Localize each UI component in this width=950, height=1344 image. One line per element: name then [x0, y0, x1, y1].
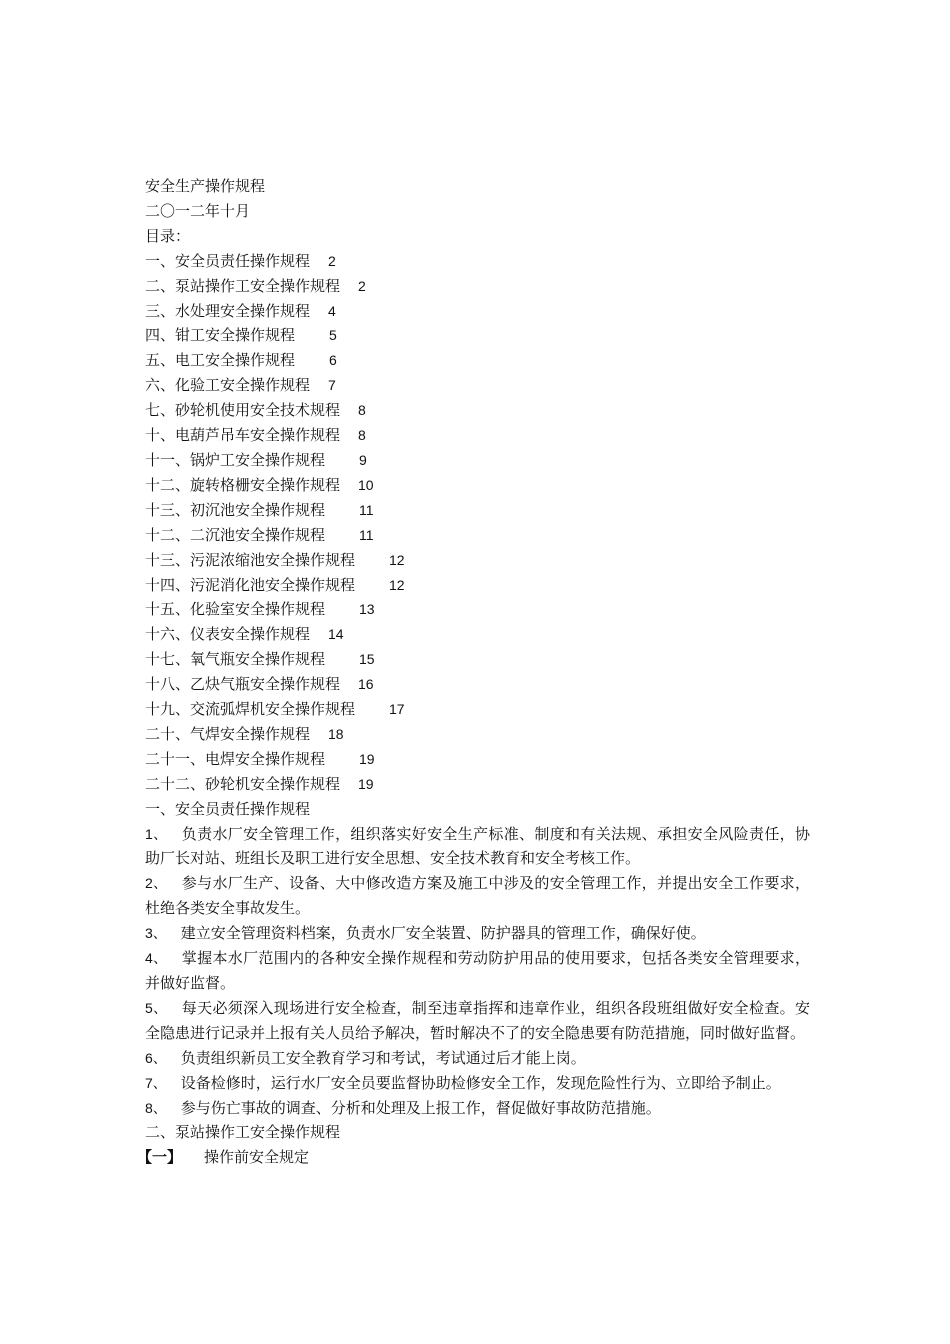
toc-entry	[145, 697, 810, 722]
list-item-number: 1、	[145, 825, 168, 842]
toc-entry-page: 7	[328, 377, 336, 394]
section-heading: 一、安全员责任操作规程	[145, 799, 311, 818]
toc-entry	[145, 747, 810, 772]
toc-entry	[145, 249, 810, 274]
toc-entry-label: 十二、二沉池安全操作规程	[145, 525, 326, 544]
toc-entry-label: 十、电葫芦吊车安全操作规程	[145, 426, 341, 445]
section-items	[145, 822, 810, 1121]
section-heading: 二、泵站操作工安全操作规程	[145, 1123, 341, 1142]
toc-entry-label: 十三、污泥浓缩池安全操作规程	[145, 550, 356, 569]
toc-entry-page: 6	[329, 352, 337, 369]
toc-entry	[145, 348, 810, 373]
list-item	[145, 871, 810, 921]
toc-entry-page: 16	[358, 676, 374, 693]
subsection-bracket: 【一】	[137, 1148, 183, 1167]
toc-entry	[145, 498, 810, 523]
toc-entry	[145, 622, 810, 647]
list-item	[145, 996, 810, 1046]
toc-entry-page: 14	[328, 626, 344, 643]
toc-entry	[145, 647, 810, 672]
list-item-text: 设备检修时，运行水厂安全员要监督协助检修安全工作，发现危险性行为、立即给予制止。	[180, 1073, 781, 1092]
list-item	[145, 1096, 810, 1121]
list-item	[145, 921, 810, 946]
toc-entry	[145, 722, 810, 747]
toc-entry	[145, 423, 810, 448]
toc-entry	[145, 672, 810, 697]
list-item-text: 负责水厂安全管理工作，组织落实好安全生产标准、制度和有关法规、承担安全风险责任，协助厂长对站、班组长及职工进行安全思想、安全技术教育和安全考核工作。	[145, 824, 810, 868]
toc-entry-label: 四、钳工安全操作规程	[145, 326, 296, 345]
document-page	[137, 174, 810, 1170]
list-item	[145, 822, 810, 872]
toc-entry-label: 五、电工安全操作规程	[145, 351, 296, 370]
list-item-number: 5、	[145, 999, 168, 1016]
toc-entry-label: 二十一、电焊安全操作规程	[145, 749, 326, 768]
toc-entry-label: 十八、乙炔气瓶安全操作规程	[145, 675, 341, 694]
toc-entry-label: 三、水处理安全操作规程	[145, 301, 311, 320]
list-item	[145, 946, 810, 996]
list-item-number: 7、	[145, 1074, 167, 1091]
toc-entry-label: 十五、化验室安全操作规程	[145, 600, 326, 619]
list-item-number: 6、	[145, 1049, 167, 1066]
toc-entry-page: 12	[389, 551, 405, 568]
toc-entry-page: 5	[329, 327, 337, 344]
toc-entry-label: 十六、仪表安全操作规程	[145, 625, 311, 644]
toc-entry-label: 二、泵站操作工安全操作规程	[145, 276, 341, 295]
toc-entry-label: 六、化验工安全操作规程	[145, 376, 311, 395]
toc-entry	[145, 299, 810, 324]
toc-entry-label: 二十二、砂轮机安全操作规程	[145, 774, 341, 793]
toc-entry-page: 8	[358, 427, 366, 444]
toc-entry	[145, 398, 810, 423]
toc-entry-page: 4	[328, 302, 336, 319]
document-title: 安全生产操作规程	[145, 177, 266, 195]
toc-entry-label: 十一、锅炉工安全操作规程	[145, 450, 326, 469]
toc-entry	[145, 473, 810, 498]
toc-entry-page: 10	[358, 476, 374, 493]
toc-entry-label: 十二、旋转格栅安全操作规程	[145, 475, 341, 494]
list-item-text: 每天必须深入现场进行安全检查，制至违章指挥和违章作业，组织各段班组做好安全检查。安全隐患进行记录并上报有关人员给予解决，暂时解决不了的安全隐患要有防范措施，同时做好监督。	[145, 998, 810, 1042]
toc-entry-page: 19	[359, 750, 375, 767]
toc-entry-label: 十九、交流弧焊机安全操作规程	[145, 700, 356, 719]
list-item	[145, 1071, 810, 1096]
toc-entry	[145, 772, 810, 797]
list-item-text: 参与水厂生产、设备、大中修改造方案及施工中涉及的安全管理工作，并提出安全工作要求，杜绝各类安全事故发生。	[145, 874, 810, 918]
toc-entry-label: 二十、气焊安全操作规程	[145, 724, 311, 743]
toc-entry	[145, 448, 810, 473]
toc-entry-page: 9	[359, 451, 367, 468]
toc-entry-page: 8	[358, 402, 366, 419]
list-item-number: 4、	[145, 950, 168, 967]
toc-entry-page: 18	[328, 725, 344, 742]
list-item-text: 掌握本水厂范围内的各种安全操作规程和劳动防护用品的使用要求，包括各类安全管理要求，并做好监督。	[145, 949, 810, 992]
toc-entry	[145, 523, 810, 548]
toc-entry-label: 七、砂轮机使用安全技术规程	[145, 401, 341, 420]
toc-entry-page: 2	[358, 277, 366, 294]
toc-entry	[145, 274, 810, 299]
table-of-contents	[145, 249, 810, 797]
toc-entry-label: 十七、氧气瓶安全操作规程	[145, 650, 326, 669]
subsection-heading	[137, 1145, 810, 1170]
toc-entry	[145, 323, 810, 348]
list-item-text: 建立安全管理资料档案，负责水厂安全装置、防护器具的管理工作，确保好使。	[180, 924, 706, 943]
toc-entry	[145, 597, 810, 622]
toc-entry-page: 2	[328, 252, 336, 269]
toc-entry	[145, 573, 810, 598]
toc-entry-page: 15	[359, 651, 375, 668]
toc-entry-label: 十四、污泥消化池安全操作规程	[145, 575, 356, 594]
toc-entry-page: 19	[358, 775, 374, 792]
list-item-text: 负责组织新员工安全教育学习和考试，考试通过后才能上岗。	[180, 1048, 586, 1067]
document-date: 二〇一二年十月	[145, 201, 251, 220]
list-item-number: 3、	[145, 925, 167, 942]
toc-entry-label: 十三、初沉池安全操作规程	[145, 500, 326, 519]
subsection-label: 操作前安全规定	[204, 1148, 310, 1167]
toc-entry-page: 11	[359, 501, 374, 518]
toc-entry-page: 12	[389, 576, 405, 593]
toc-entry-label: 一、安全员责任操作规程	[145, 251, 311, 270]
list-item-text: 参与伤亡事故的调查、分析和处理及上报工作，督促做好事故防范措施。	[180, 1098, 661, 1117]
toc-entry-page: 17	[389, 701, 405, 718]
list-item-number: 2、	[145, 875, 168, 892]
toc-entry-page: 11	[359, 526, 374, 543]
toc-heading: 目录：	[145, 226, 191, 245]
toc-entry-page: 13	[359, 601, 375, 618]
list-item	[145, 1046, 810, 1071]
toc-entry	[145, 548, 810, 573]
list-item-number: 8、	[145, 1099, 167, 1116]
toc-entry	[145, 373, 810, 398]
